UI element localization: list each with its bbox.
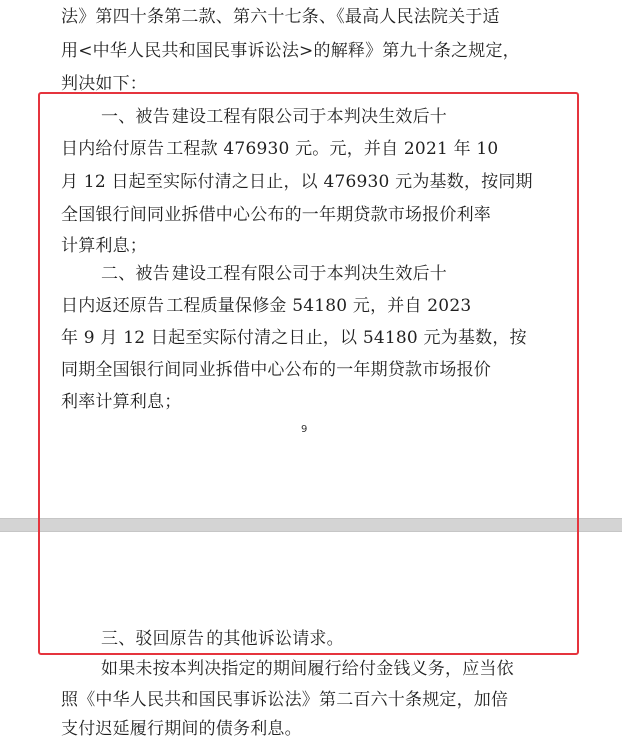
item2-amount-text: 工程质量保修金 54180 元，并自 2023 — [166, 296, 472, 316]
item2-line-2 — [61, 293, 471, 319]
item3-prefix: 三、驳回原告 — [101, 629, 205, 649]
header-line-2: 用<中华人民共和国民事诉讼法>的解释》第九十条之规定， — [61, 41, 520, 61]
item1-line-1 — [101, 104, 447, 130]
item1-prefix: 一、被告 — [101, 107, 170, 127]
item3-text: 的其他诉讼请求。 — [206, 629, 344, 649]
header-line-3: 判决如下： — [61, 74, 147, 94]
item2-text: 建设工程有限公司于本判决生效后十 — [171, 264, 448, 284]
page-separator — [0, 518, 622, 532]
item1-plaintiff-prefix: 日内给付原告 — [61, 139, 165, 159]
item1-line-5: 计算利息； — [61, 236, 147, 256]
page-number: 9 — [301, 424, 308, 435]
item1-line-4: 全国银行间同业拆借中心公布的一年期贷款市场报价利率 — [61, 205, 491, 225]
footer-line-3: 支付迟延履行期间的债务利息。 — [61, 719, 302, 739]
footer-line-2: 照《中华人民共和国民事诉讼法》第二百六十条规定，加倍 — [61, 690, 509, 710]
item2-plaintiff-prefix: 日内返还原告 — [61, 296, 165, 316]
item2-line-4: 同期全国银行间同业拆借中心公布的一年期贷款市场报价 — [61, 360, 491, 380]
item1-text: 建设工程有限公司于本判决生效后十 — [171, 107, 448, 127]
item1-line-3: 月 12 日起至实际付清之日止，以 476930 元为基数，按同期 — [61, 172, 533, 192]
item2-line-1 — [101, 261, 447, 287]
item2-prefix: 二、被告 — [101, 264, 170, 284]
item1-amount-text: 工程款 476930 元。元，并自 2021 年 10 — [166, 139, 499, 159]
header-line-1: 法》第四十条第二款、第六十七条、《最高人民法院关于适 — [61, 7, 500, 27]
footer-line-1: 如果未按本判决指定的期间履行给付金钱义务，应当依 — [101, 659, 514, 679]
item2-line-5: 利率计算利息； — [61, 392, 182, 412]
item2-line-3: 年 9 月 12 日起至实际付清之日止，以 54180 元为基数，按 — [61, 328, 527, 348]
item3-line — [101, 626, 344, 652]
item1-line-2 — [61, 136, 498, 162]
